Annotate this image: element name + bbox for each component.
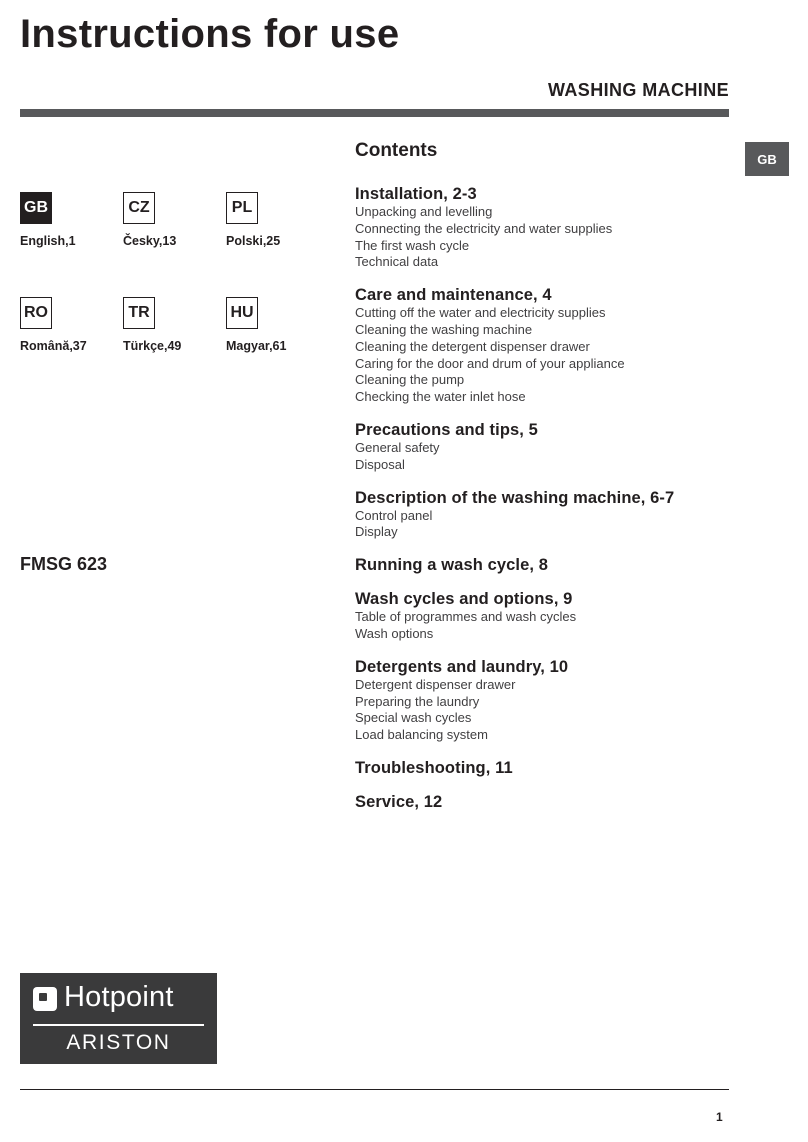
language-item-hu[interactable] — [226, 297, 336, 353]
language-code-box: TR — [123, 297, 155, 329]
section-title-link[interactable]: Precautions and tips, 5 — [355, 420, 538, 439]
list-item[interactable]: Technical data — [355, 254, 439, 270]
language-label: Magyar,61 — [226, 339, 287, 353]
language-label: Română,37 — [20, 339, 87, 353]
contents-section — [355, 555, 735, 575]
language-code-box: RO — [20, 297, 52, 329]
list-item[interactable]: Unpacking and levelling — [355, 204, 493, 219]
contents-section — [355, 285, 735, 406]
language-item-cz[interactable] — [123, 192, 233, 248]
product-type: WASHING MACHINE — [548, 80, 729, 100]
language-item-gb[interactable] — [20, 192, 130, 248]
language-item-ro[interactable] — [20, 297, 130, 353]
language-code-box: GB — [20, 192, 52, 224]
list-item[interactable]: Load balancing system — [355, 727, 488, 743]
language-code-box: CZ — [123, 192, 155, 224]
section-title-link[interactable]: Troubleshooting, 11 — [355, 758, 513, 777]
logo-divider — [33, 1024, 204, 1026]
header-divider — [20, 109, 729, 117]
language-label: Türkçe,49 — [123, 339, 182, 353]
list-item[interactable]: Disposal — [355, 456, 405, 472]
footer-divider — [20, 1089, 729, 1090]
contents-section — [355, 420, 735, 474]
logo-text-ariston: ARISTON — [66, 1031, 171, 1054]
list-item[interactable]: Cleaning the detergent dispenser drawer — [355, 338, 590, 354]
model-number: FMSG 623 — [20, 554, 108, 574]
section-title-link[interactable]: Service, 12 — [355, 792, 443, 811]
section-subitems — [355, 609, 735, 643]
logo-text-hotpoint: Hotpoint — [64, 981, 174, 1013]
contents-heading: Contents — [355, 140, 438, 161]
section-title-link[interactable]: Running a wash cycle, 8 — [355, 556, 549, 575]
logo-mark-icon — [33, 987, 57, 1011]
list-item[interactable]: Detergent dispenser drawer — [355, 676, 516, 692]
list-item[interactable]: Control panel — [355, 507, 433, 523]
page-number: 1 — [716, 1110, 723, 1124]
brand-logo — [20, 973, 217, 1064]
section-title-link[interactable]: Wash cycles and options, 9 — [355, 590, 573, 609]
list-item[interactable]: Cleaning the washing machine — [355, 321, 533, 337]
language-label: Česky,13 — [123, 234, 177, 248]
section-subitems — [355, 305, 735, 406]
list-item[interactable]: Cutting off the water and electricity supplies — [355, 305, 606, 321]
section-title-link[interactable]: Detergents and laundry, 10 — [355, 657, 569, 676]
list-item[interactable]: Preparing the laundry — [355, 693, 480, 709]
contents-section — [355, 488, 735, 542]
contents-section — [355, 184, 735, 271]
language-item-pl[interactable] — [226, 192, 336, 248]
list-item[interactable]: Checking the water inlet hose — [355, 389, 526, 405]
contents-section — [355, 792, 735, 812]
list-item[interactable]: Display — [355, 524, 398, 540]
section-title-link[interactable]: Installation, 2-3 — [355, 185, 477, 203]
section-subitems — [355, 440, 735, 474]
language-side-tab: GB — [745, 142, 789, 176]
section-subitems — [355, 508, 735, 542]
contents-section — [355, 657, 735, 744]
table-of-contents — [355, 140, 735, 826]
section-subitems — [355, 677, 735, 744]
language-code-box: PL — [226, 192, 258, 224]
section-title-link[interactable]: Care and maintenance, 4 — [355, 286, 552, 305]
list-item[interactable]: Caring for the door and drum of your appliance — [355, 355, 625, 371]
page-title: Instructions for use — [20, 12, 400, 56]
contents-section — [355, 589, 735, 643]
language-code-box: HU — [226, 297, 258, 329]
language-label: Polski,25 — [226, 234, 281, 248]
contents-section — [355, 758, 735, 778]
list-item[interactable]: Special wash cycles — [355, 710, 472, 726]
list-item[interactable]: Wash options — [355, 625, 434, 641]
list-item[interactable]: General safety — [355, 439, 440, 455]
list-item[interactable]: Cleaning the pump — [355, 372, 465, 388]
section-subitems — [355, 204, 735, 271]
list-item[interactable]: Connecting the electricity and water supplies — [355, 220, 613, 236]
language-item-tr[interactable] — [123, 297, 233, 353]
section-title-link[interactable]: Description of the washing machine, 6-7 — [355, 488, 675, 507]
list-item[interactable]: The first wash cycle — [355, 237, 470, 253]
language-label: English,1 — [20, 234, 76, 248]
list-item[interactable]: Table of programmes and wash cycles — [355, 609, 577, 625]
